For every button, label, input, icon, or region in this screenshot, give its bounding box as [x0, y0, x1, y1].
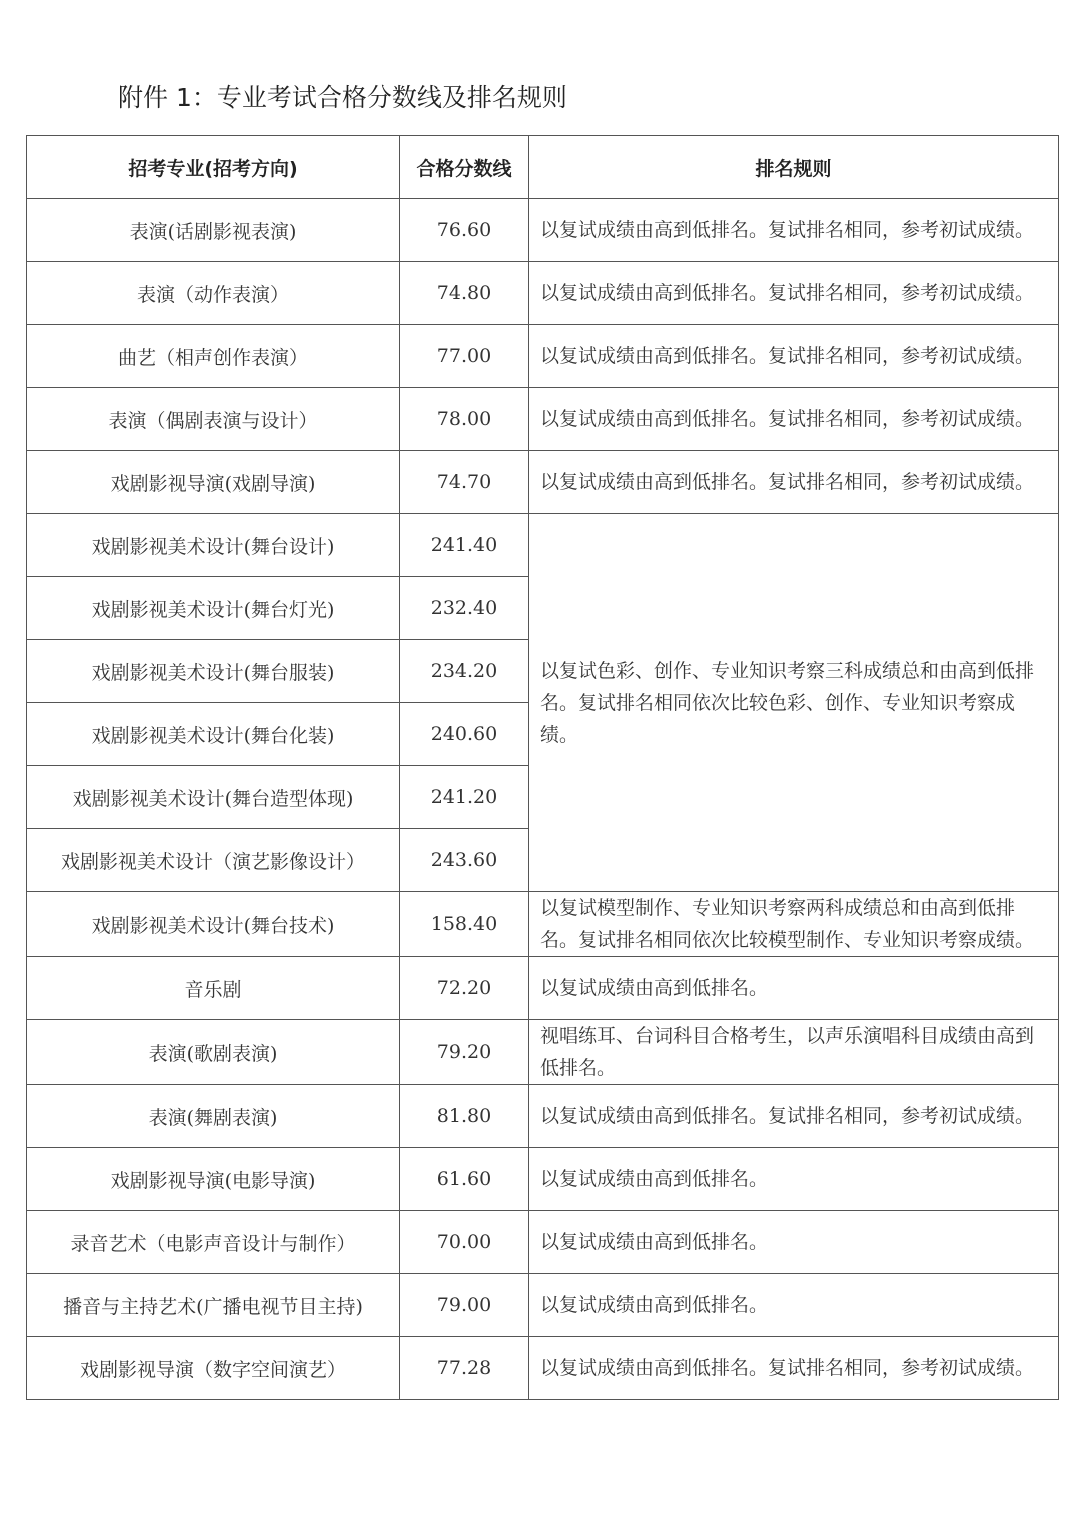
major-cell: 戏剧影视美术设计(舞台灯光) — [27, 577, 400, 640]
major-cell: 表演(话剧影视表演) — [27, 199, 400, 262]
major-cell: 表演（偶剧表演与设计） — [27, 388, 400, 451]
table-row — [27, 892, 1059, 957]
major-cell: 戏剧影视导演(电影导演) — [27, 1148, 400, 1211]
score-cell: 74.70 — [400, 451, 529, 514]
table-row — [27, 199, 1059, 262]
table-row — [27, 1085, 1059, 1148]
score-cell: 241.20 — [400, 766, 529, 829]
rule-cell: 以复试成绩由高到低排名。复试排名相同，参考初试成绩。 — [529, 199, 1059, 262]
table-row — [27, 957, 1059, 1020]
header-major: 招考专业(招考方向) — [27, 136, 400, 199]
score-cell: 79.00 — [400, 1274, 529, 1337]
score-cell: 241.40 — [400, 514, 529, 577]
table-body — [27, 199, 1059, 1400]
score-cell: 158.40 — [400, 892, 529, 957]
major-cell: 戏剧影视美术设计(舞台化装) — [27, 703, 400, 766]
score-cell: 243.60 — [400, 829, 529, 892]
header-rule: 排名规则 — [529, 136, 1059, 199]
table-row — [27, 451, 1059, 514]
score-cell: 77.28 — [400, 1337, 529, 1400]
score-table — [26, 135, 1059, 1400]
major-cell: 戏剧影视美术设计(舞台服装) — [27, 640, 400, 703]
rule-cell: 以复试成绩由高到低排名。 — [529, 1211, 1059, 1274]
score-cell: 61.60 — [400, 1148, 529, 1211]
major-cell: 戏剧影视美术设计(舞台造型体现) — [27, 766, 400, 829]
score-cell: 232.40 — [400, 577, 529, 640]
major-cell: 表演(舞剧表演) — [27, 1085, 400, 1148]
rule-cell: 以复试成绩由高到低排名。复试排名相同，参考初试成绩。 — [529, 1085, 1059, 1148]
score-cell: 74.80 — [400, 262, 529, 325]
major-cell: 戏剧影视美术设计（演艺影像设计） — [27, 829, 400, 892]
rule-cell: 以复试成绩由高到低排名。复试排名相同，参考初试成绩。 — [529, 325, 1059, 388]
table-row — [27, 1274, 1059, 1337]
score-cell: 70.00 — [400, 1211, 529, 1274]
table-row — [27, 325, 1059, 388]
rule-cell: 以复试成绩由高到低排名。复试排名相同，参考初试成绩。 — [529, 388, 1059, 451]
rule-cell: 以复试成绩由高到低排名。复试排名相同，参考初试成绩。 — [529, 451, 1059, 514]
rule-cell: 以复试成绩由高到低排名。 — [529, 1274, 1059, 1337]
table-row — [27, 262, 1059, 325]
header-score: 合格分数线 — [400, 136, 529, 199]
score-cell: 72.20 — [400, 957, 529, 1020]
rule-cell: 以复试成绩由高到低排名。复试排名相同，参考初试成绩。 — [529, 1337, 1059, 1400]
score-cell: 77.00 — [400, 325, 529, 388]
page-title: 附件 1：专业考试合格分数线及排名规则 — [118, 83, 567, 112]
rule-cell: 以复试色彩、创作、专业知识考察三科成绩总和由高到低排名。复试排名相同依次比较色彩、创作、专业知识考察成绩。 — [529, 514, 1059, 892]
rule-cell: 以复试模型制作、专业知识考察两科成绩总和由高到低排名。复试排名相同依次比较模型制作、专业知识考察成绩。 — [529, 892, 1059, 957]
rule-cell: 视唱练耳、台词科目合格考生，以声乐演唱科目成绩由高到低排名。 — [529, 1020, 1059, 1085]
table-row — [27, 388, 1059, 451]
score-cell: 234.20 — [400, 640, 529, 703]
table-row — [27, 1211, 1059, 1274]
major-cell: 表演(歌剧表演) — [27, 1020, 400, 1085]
major-cell: 曲艺（相声创作表演） — [27, 325, 400, 388]
major-cell: 戏剧影视导演（数字空间演艺） — [27, 1337, 400, 1400]
major-cell: 表演（动作表演） — [27, 262, 400, 325]
major-cell: 播音与主持艺术(广播电视节目主持) — [27, 1274, 400, 1337]
table-header-row — [27, 136, 1059, 199]
table-row — [27, 1148, 1059, 1211]
score-cell: 240.60 — [400, 703, 529, 766]
rule-cell: 以复试成绩由高到低排名。复试排名相同，参考初试成绩。 — [529, 262, 1059, 325]
major-cell: 音乐剧 — [27, 957, 400, 1020]
table-row — [27, 1020, 1059, 1085]
major-cell: 戏剧影视导演(戏剧导演) — [27, 451, 400, 514]
major-cell: 戏剧影视美术设计(舞台技术) — [27, 892, 400, 957]
major-cell: 戏剧影视美术设计(舞台设计) — [27, 514, 400, 577]
score-cell: 81.80 — [400, 1085, 529, 1148]
score-cell: 76.60 — [400, 199, 529, 262]
score-cell: 79.20 — [400, 1020, 529, 1085]
table-row — [27, 1337, 1059, 1400]
table-row — [27, 514, 1059, 577]
major-cell: 录音艺术（电影声音设计与制作） — [27, 1211, 400, 1274]
score-cell: 78.00 — [400, 388, 529, 451]
rule-cell: 以复试成绩由高到低排名。 — [529, 1148, 1059, 1211]
rule-cell: 以复试成绩由高到低排名。 — [529, 957, 1059, 1020]
